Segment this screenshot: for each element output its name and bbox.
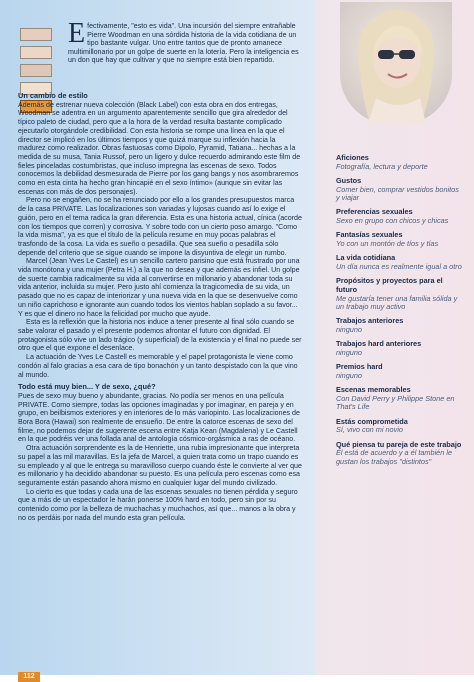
paragraph: Marcel (Jean Yves Le Castel) es un sencillo cartero parisino que está frustrado por una vida monótona y una mujer (Petra H.) a la que no desea y que además es infiel. Un golpe de suerte cambia radicalmente su vida al convertirse en millonario y abandonar toda su vida anterior, incluida su mujer. Pero justo ahí comienza la tragicomedia de su vida, un pasado que no es capaz de interiorizar y una nueva vida en la que se desenvuelve como un niño caprichoso e ignorante aun cuando todos los vientos hablan soplado a su favor... Y es que el dinero no hace la felicidad por mucho que ayude. — [18, 257, 300, 318]
fact-item — [336, 208, 464, 225]
portrait-illustration — [340, 2, 452, 124]
paragraph: Lo cierto es que todas y cada una de las escenas sexuales no tienen pérdida y seguro que a más de un espectador le harán ponerse 100% hard en todo, pero sin por su contenido como por la belleza de muchachas y muchachos, así que... manos a la obra y no os perdáis por nada del mundo esta gran película. — [18, 487, 298, 522]
paragraph: Pero no se engañen, no se ha renunciado por ello a los grandes presupuestos marca de la casa PRIVATE. Las localizaciones son variadas y lujosas cuando así lo exige el guión, pero en el tema radica la gran diferencia. Esta es una historia actual, cínica (acorde con los tiempos que corren) y corrosiva. Y sobre todo con un cierto poso amargo. "Como la vida misma", ya es que el título de la película resume en muy pocas palabras el trasfondo de la cosa. La vida es sueño o pesadilla. Que sea sueño o pesadilla sólo depende del criterio que se sigue cuando se impone la disyuntiva de elegir un rumbo. — [18, 196, 302, 257]
fact-question: La vida cotidiana — [336, 253, 396, 263]
page-number: 112 — [18, 672, 40, 682]
fact-answer: ninguno — [336, 325, 362, 334]
fact-answer: ninguno — [336, 371, 362, 380]
fact-answer: Con David Perry y Philippe Stone en That's Life — [336, 394, 455, 412]
fact-item — [336, 231, 464, 248]
fact-question: Preferencias sexuales — [336, 207, 413, 217]
fact-answer: Me gustaría tener una familia sólida y un trabajo muy activo — [336, 293, 458, 311]
fact-question: Escenas memorables — [336, 385, 411, 395]
fact-question: Aficiones — [336, 153, 369, 162]
fact-question: Trabajos anteriores — [336, 316, 404, 326]
paragraph: Además de estrenar nueva colección (Black Label) con esta obra en dos entregas, Woodman se adentra en un argumento aparentemente sencillo que gira alrededor del típico paleto de ciudad, pero que a la hora de la verdad resulta bastante complicado ejecutarlo otorgándole credibilidad. Con esta historia se rompe una línea en la que el director se implicó en los últimos tiempos y que quizá marque su inflexión hacia la madurez como realizador. Obras fastuosas como Dipolo, Pyramid, Tatiana... hechas a la medida de su musa, Tania Russof, pero un ligero y dulce recuerdo admirando este film de fieles pinceladas costumbristas, que incluso impregna las escenas de sexo. Todos conocemos la debilidad desmesurada de Pierre por los gang bangs y nos asombraremos como en esta cinta ha hecho gran hincapié en el sexo íntimo» (aunque sin evitar las escenas con más de dos personajes). — [18, 100, 301, 196]
fact-item — [336, 418, 464, 435]
portrait-photo — [340, 2, 452, 124]
fact-answer: ninguno — [336, 348, 362, 357]
fact-answer: Comer bien, comprar vestidos bonitos y viajar — [336, 184, 459, 202]
swatch — [20, 64, 52, 77]
paragraph: Pues de sexo muy bueno y abundante, gracias. No podía ser menos en una película PRIVATE. Como siempre, todas las opciones imaginadas y por imaginar, en pareja y en grupo, en beilbismos exteriores y en interiores de lo más variopinto. Las localizaciones de Bora Bora (Hawai) son realmente de ensueño. De entre la catorce escenas de sexo del filme, no podemos dejar de sugerente escena entre Katja Kean (Magdalena) y Le Castell en la que podréis ver una follada anal de antología cósmico-orgásmica a ras de océano. — [18, 391, 300, 444]
fact-item — [336, 254, 464, 271]
fact-answer: Yo con un montón de tíos y tías — [336, 239, 439, 248]
profile-sidebar — [308, 0, 474, 675]
article-intro — [68, 18, 302, 65]
fact-item — [336, 340, 464, 357]
fact-question: Fantasías sexuales — [336, 230, 403, 240]
paragraph: Esta es la reflexión que la historia nos induce a tener presente al final sólo cuando se sabe valorar el pasado y el presente podemos afrontar el futuro con dignidad. El protagonista sólo vive un lado trágico (y superficial) de la existencia y el final no puede ser otro que el que expone el desenlace. — [18, 318, 302, 353]
fact-answer: Sexo en grupo con chicos y chicas — [336, 216, 449, 225]
fact-item — [336, 317, 464, 334]
fact-question: Gustos — [336, 176, 362, 185]
swatch — [20, 28, 52, 41]
fact-item — [336, 277, 464, 311]
fact-answer: Sí, vivo con mi novio — [336, 425, 403, 435]
fact-answer: Fotografía, lectura y deporte — [336, 161, 428, 171]
article-body — [18, 92, 304, 522]
paragraph: Otra actuación sorprendente es la de Henriette, una rubia impresionante que interpreta su papel a las mil maravillas. Es la jefa de Marcel, a quien trata como un trapo cuando es su empleado y al que le entrega su maravilloso cuerpo cuando éste le convierte al ver que es millonario y ha decidido abandonar su puesto. Es una película pero escenas como esa seguramente están pasando ahora mismo en cualquier lugar del mundo civilizado. — [18, 444, 302, 487]
section-heading: Un cambio de estilo — [18, 91, 88, 100]
intro-text: fectivamente, "esto es vida". Una incursión del siempre entrañable Pierre Woodman en una sórdida historia de la vida cotidiana de un tipo bastante vulgar. Uno entre tantos que de pronto amanece multimillonario por un golpe de suerte en la lotería. Pero la inteligencia es un don que hay que cultivar y que no siempre está bien repartido. — [68, 22, 299, 65]
paragraph: La actuación de Yves Le Castell es memorable y el papel protagonista le viene como condón al falo gracias a esa cara de tipo bonachón y un tanto despistado con la que vino al mundo. — [18, 353, 298, 379]
section-heading: Todo está muy bien... Y de sexo, ¿qué? — [18, 382, 156, 392]
fact-question: Estás comprometida — [336, 416, 408, 426]
swatch — [20, 46, 52, 59]
fact-question: Propósitos y proyectos para el futuro — [336, 276, 443, 294]
fact-item — [336, 363, 464, 380]
fact-answer: Un día nunca es realmente igual a otro — [336, 262, 462, 271]
fact-item — [336, 177, 464, 202]
fact-question: Trabajos hard anteriores — [336, 339, 422, 349]
fact-question: Qué piensa tu pareja de este trabajo — [336, 439, 462, 449]
fact-item — [336, 154, 464, 171]
article-column — [6, 18, 306, 680]
fact-answer: Él está de acuerdo y a él también le gustan los trabajos "distintos" — [336, 448, 453, 466]
fact-item — [336, 441, 464, 466]
fact-question: Premios hard — [336, 362, 383, 372]
profile-facts — [336, 148, 464, 466]
drop-cap: E — [68, 18, 86, 49]
fact-item — [336, 386, 464, 411]
